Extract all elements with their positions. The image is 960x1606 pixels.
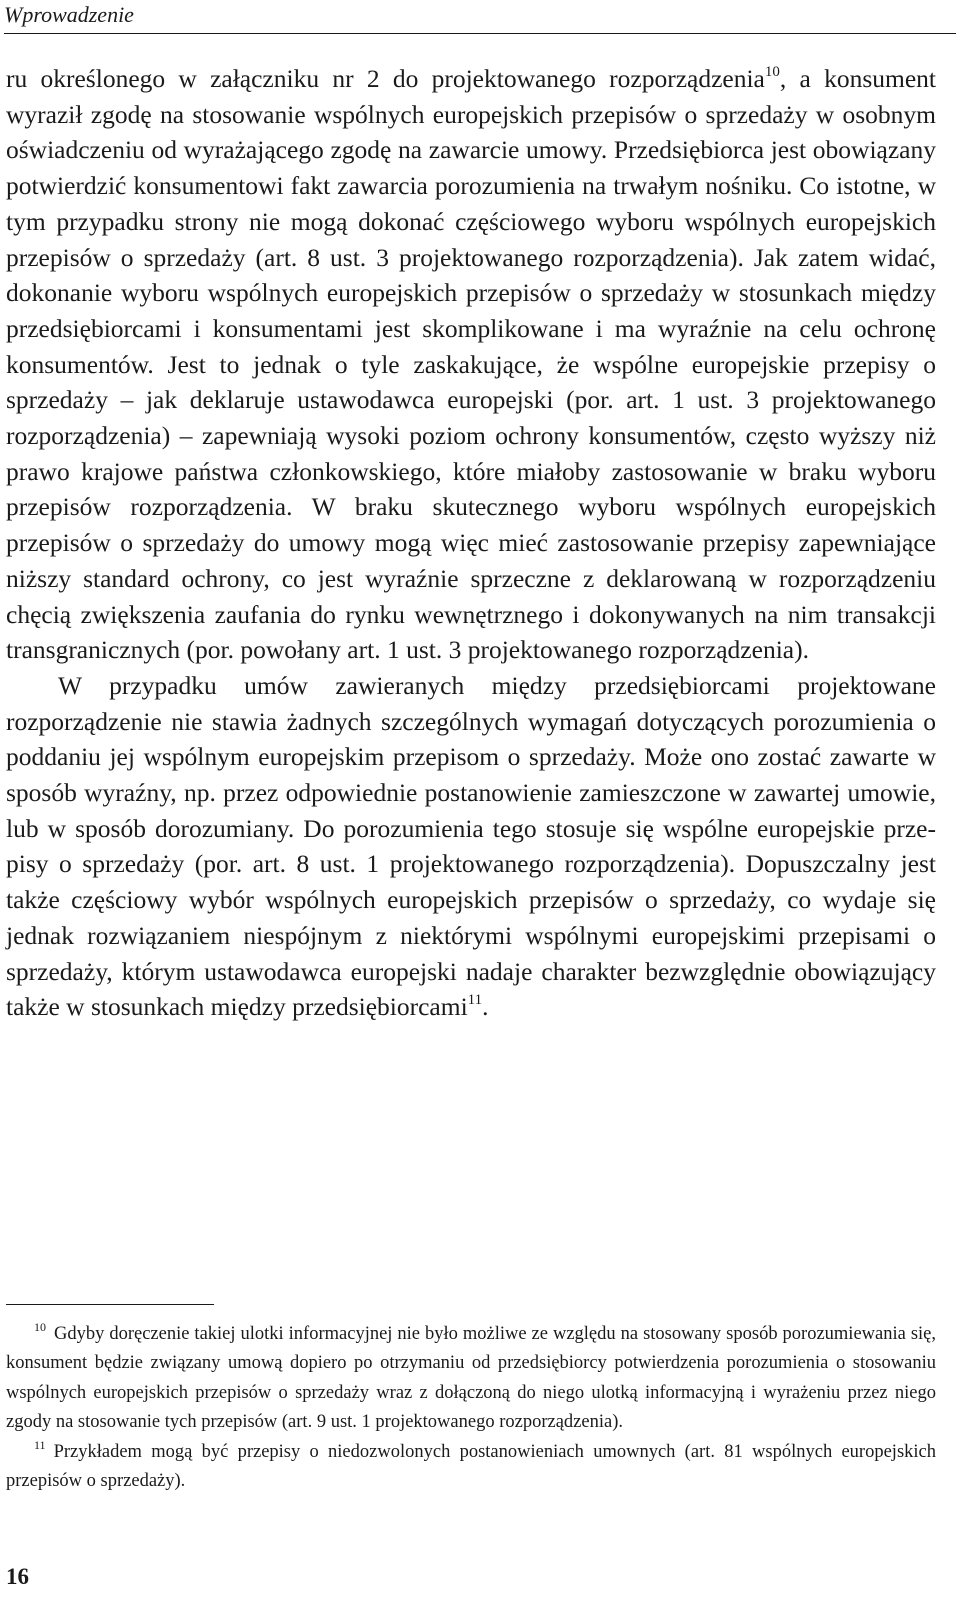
header-title: Wprowadzenie xyxy=(4,2,134,27)
footnote-11 xyxy=(6,1438,936,1497)
running-header xyxy=(4,0,956,34)
paragraph-2 xyxy=(6,668,936,1025)
footnote-ref-11[interactable]: 11 xyxy=(467,992,483,1009)
paragraph-text: ru określonego w załączniku nr 2 do projektowanego rozporządzenia xyxy=(6,64,765,93)
paragraph-1 xyxy=(6,61,936,668)
footnote-text: Przykładem mogą być przepisy o niedozwolonych postanowieniach umownych (art. 81 wspólnych europejskich przepisów o sprzedaży). xyxy=(6,1441,936,1492)
paragraph-text: . xyxy=(482,992,489,1022)
footnote-text: Gdyby doręczenie takiej ulotki informacyjnej nie było możliwe ze względu na stosowany sposób porozumiewania się, konsument będzie związany umową dopiero po otrzymaniu od przedsiębiorcy potwierdzenia porozumienia o stosowaniu wspólnych europejskich przepisów o sprzedaży wraz z dołączoną do niego ulotką informacyjną i wyrażeniu przez niego zgody na stosowanie tych przepisów (art. 9 ust. 1 projektowanego rozporządzenia). xyxy=(6,1324,936,1433)
footnote-number: 10 xyxy=(34,1320,46,1334)
footnotes xyxy=(6,1320,936,1496)
footnote-10 xyxy=(6,1320,936,1438)
page-number: 16 xyxy=(6,1564,29,1589)
footnote-separator xyxy=(6,1304,214,1305)
footnote-number: 11 xyxy=(34,1437,46,1452)
footnote-ref-10[interactable]: 10 xyxy=(764,64,780,80)
body-text xyxy=(6,61,936,1025)
paragraph-text: W przypadku umów zawieranych między przedsiębiorcami projektowane rozporządzenie nie stawia żadnych szczególnych wymagań dotyczących porozumienia o poddaniu jej wspólnym europejskim przepisom o sprzedaży. Może ono zostać zawarte w sposób wyraźny, np. przez odpowiednie postanowienie zamieszczone w zawartej umowie, lub w sposób dorozumiany. Do porozumienia tego stosuje się wspólne europejskie przepisy o sprzedaży (por. art. 8 ust. 1 projektowanego rozporządzenia). Dopuszczalny jest także częściowy wybór wspólnych europejskich przepisów o sprzedaży, co wydaje się jednak rozwiązaniem niespójnym z niektórymi wspólnymi europejskimi przepisami o sprzedaży, którym ustawodawca europejski nadaje charakter bezwzględnie obowiązujący także w stosunkach między przedsiębiorcami xyxy=(6,670,936,1022)
paragraph-text: , a konsument wyraził zgodę na stosowanie wspólnych europejskich przepisów o sprzedaży w osobnym oświadczeniu od wyrażającego zgodę na zawarcie umowy. Przedsiębiorca jest obowiązany potwierdzić konsumentowi fakt zawarcia porozumienia na trwałym nośniku. Co istotne, w tym przypadku strony nie mogą dokonać częściowego wyboru wspólnych europejskich przepisów o sprzedaży (art. 8 ust. 3 projektowanego rozporządzenia). Jak zatem widać, dokonanie wyboru wspólnych europejskich przepisów o sprzedaży w stosunkach między przedsiębiorcami i konsumentami jest skomplikowane i ma wyraźnie na celu ochronę konsumentów. Jest to jednak o tyle zaskakujące, że wspólne europejskie przepisy o sprzedaży – jak deklaruje ustawodawca europejski (por. art. 1 ust. 3 projektowanego rozporządzenia) – zapewniają wysoki poziom ochrony konsumentów, często wyższy niż prawo krajowe państwa członkowskiego, które miałoby zastosowanie w braku wyboru przepisów rozporządzenia. W braku skutecznego wyboru wspólnych europejskich przepisów o sprzedaży do umowy mogą więc mieć zastosowanie przepisy zapewniające niższy standard ochrony, co jest wyraźnie sprzeczne z deklarowaną w rozporządzeniu chęcią zwiększenia zaufania do rynku wewnętrznego i dokonywanych na nim transakcji transgranicznych (por. powołany art. 1 ust. 3 projektowanego rozporządzenia). xyxy=(6,64,936,665)
